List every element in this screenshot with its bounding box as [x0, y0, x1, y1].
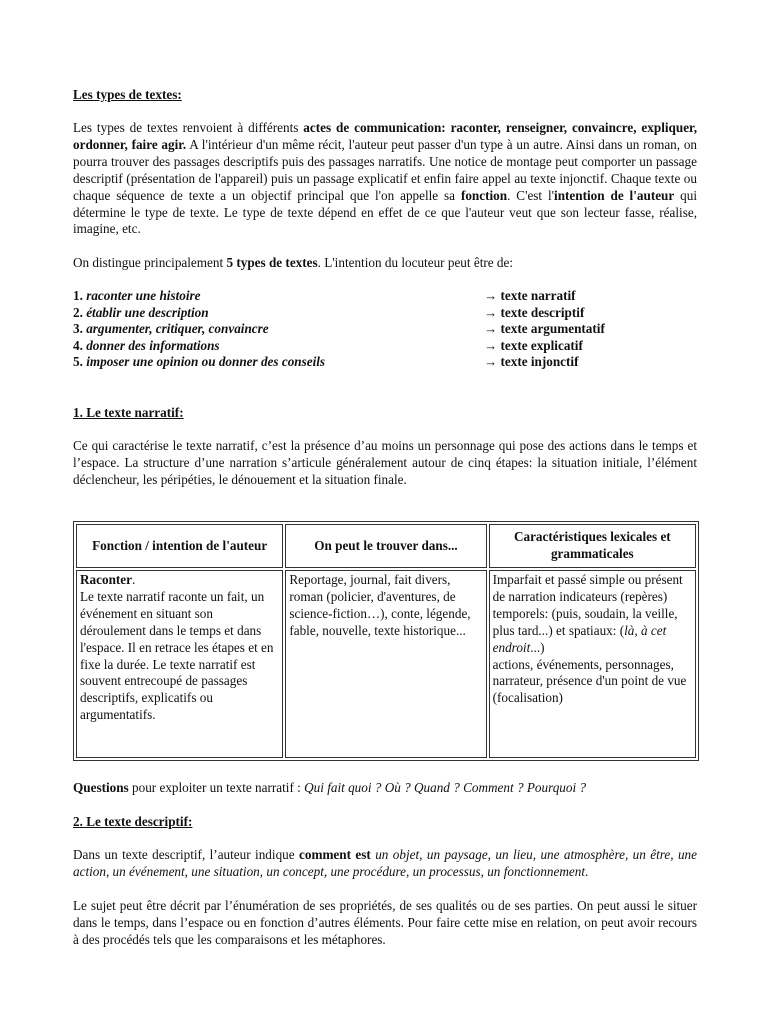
questions-bold: Questions: [73, 780, 129, 795]
list-intention: établir une description: [86, 304, 209, 320]
cell-period: .: [132, 572, 136, 587]
types-result-list: [484, 288, 744, 371]
section1-paragraph: Ce qui caractérise le texte narratif, c’est la présence d’au moins un personnage qui pose des actions dans le temps et l’espace. La structure d’une narration s’articule généralement autour de cinq étapes: la situation initiale, l’élément déclencheur, les péripéties, le dénouement et la situation finale.: [73, 438, 697, 487]
list-number: 3.: [73, 321, 83, 337]
section2-text: Dans un texte descriptif, l’auteur indique: [73, 847, 300, 862]
distinction-end: . L'intention du locuteur peut être de:: [317, 255, 514, 270]
distinction-bold: 5 types de textes: [226, 255, 318, 270]
intro-text-rest: A l'intérieur d'un même récit, l'auteur peut passer d'un type à un autre. Ainsi dans un roman, on pourra trouver des passages descriptifs puis des passages narratifs. Une notice de montage peut comporter un passage descriptif (présentation de l'appareil) puis un passage explicatif et enfin faire appel au texte injonctif. Chaque texte ou chaque séquence de texte a un objectif principal que l'on appelle sa: [73, 136, 698, 203]
list-result: → texte descriptif: [484, 304, 585, 320]
section2-title: 2. Le texte descriptif:: [73, 814, 193, 829]
intro-acts-bold: actes de communication: raconter, renseigner, convaincre, expliquer, ordonner, faire agir.: [73, 120, 697, 152]
list-intention: raconter une histoire: [86, 288, 201, 303]
table-cell-fonction: [76, 570, 283, 758]
cell-bold-raconter: Raconter: [80, 572, 132, 587]
list-item: [73, 305, 473, 322]
list-number: 2.: [73, 304, 83, 320]
cell-carac-text: Imparfait et passé simple ou présent de narration indicateurs (repères) temporels: (puis, soudain, la veille, plus tard...) et spatiaux: (: [492, 572, 683, 638]
intro-text-mid: . C'est l': [507, 187, 555, 203]
intro-text-end: qui détermine le type de texte. Le type de texte dépend en effet de ce que l'auteur veut que son lecteur fasse, réalise, imagine, etc.: [73, 187, 697, 237]
cell-carac-text-end: actions, événements, personnages, narrateur, présence d'un point de vue (focalisation): [492, 656, 687, 706]
list-number: 1.: [73, 288, 83, 303]
list-result: → texte explicatif: [484, 337, 583, 353]
table-header: Fonction / intention de l'auteur: [76, 524, 283, 568]
intro-distinction: [73, 255, 697, 272]
narratif-table: [73, 521, 699, 761]
list-intention: imposer une opinion ou donner des conseils: [86, 354, 326, 370]
questions-text: pour exploiter un texte narratif :: [128, 780, 305, 795]
section1-title: 1. Le texte narratif:: [73, 405, 184, 420]
list-result: → texte narratif: [484, 288, 576, 303]
intro-text: Les types de textes renvoient à différents: [73, 120, 304, 135]
list-result: → texte injonctif: [484, 354, 579, 370]
list-intention: donner des informations: [86, 337, 220, 353]
section2-italic: un objet, un paysage, un lieu, une atmosphère, un être, une action, un événement, une situation, un concept, une procédure, un processus, un fonctionnement: [73, 847, 697, 879]
page-title: Les types de textes:: [73, 87, 182, 102]
section2-end: .: [585, 863, 589, 879]
table-cell-caracteristiques: [489, 570, 696, 758]
intro-fonction-bold: fonction: [460, 187, 508, 203]
intro-paragraph: [73, 120, 697, 238]
table-header-row: [76, 524, 696, 568]
cell-lieux-text: Reportage, journal, fait divers, roman (policier, d'aventures, de science-fiction…), conte, légende, fable, nouvelle, texte historique...: [289, 572, 471, 638]
questions-italic: Qui fait quoi ? Où ? Quand ? Comment ? Pourquoi ?: [304, 780, 587, 795]
list-item: [73, 338, 473, 355]
list-number: 5.: [73, 354, 83, 370]
intro-intention-bold: intention de l'auteur: [554, 187, 675, 203]
list-item: [73, 288, 473, 305]
table-row: [76, 570, 696, 758]
table-cell-lieux: [285, 570, 486, 758]
list-item: [73, 321, 473, 338]
list-intention: argumenter, critiquer, convaincre: [86, 321, 269, 337]
distinction-text: On distingue principalement: [73, 255, 227, 270]
list-item: [73, 354, 473, 371]
list-number: 4.: [73, 337, 83, 353]
cell-carac-text-close: ...): [530, 639, 545, 655]
types-list: [73, 288, 473, 371]
table-header: On peut le trouver dans...: [285, 524, 486, 568]
section2-paragraph1: [73, 847, 697, 881]
section2-bold: comment est: [299, 847, 371, 862]
cell-fonction-text: Le texte narratif raconte un fait, un événement en situant son déroulement dans le temps et dans l'espace. Il en retrace les étapes et en fixe la durée. Le texte narratif est souvent entrecoupé de passages descriptifs, explicatifs ou argumentatifs.: [80, 588, 274, 723]
table-header: Caractéristiques lexicales et grammaticales: [489, 524, 696, 568]
section2-paragraph2: Le sujet peut être décrit par l’énumération de ses propriétés, de ses qualités ou de ses parties. On peut aussi le situer dans le temps, dans l’espace ou en fonction d’autres éléments. Pour faire cette mise en relation, on peut avoir recours à des procédés tels que les comparaisons et les métaphores.: [73, 898, 697, 947]
list-result: → texte argumentatif: [484, 321, 605, 337]
questions-line: [73, 780, 697, 797]
cell-carac-italic: là, à cet endroit: [492, 622, 667, 655]
